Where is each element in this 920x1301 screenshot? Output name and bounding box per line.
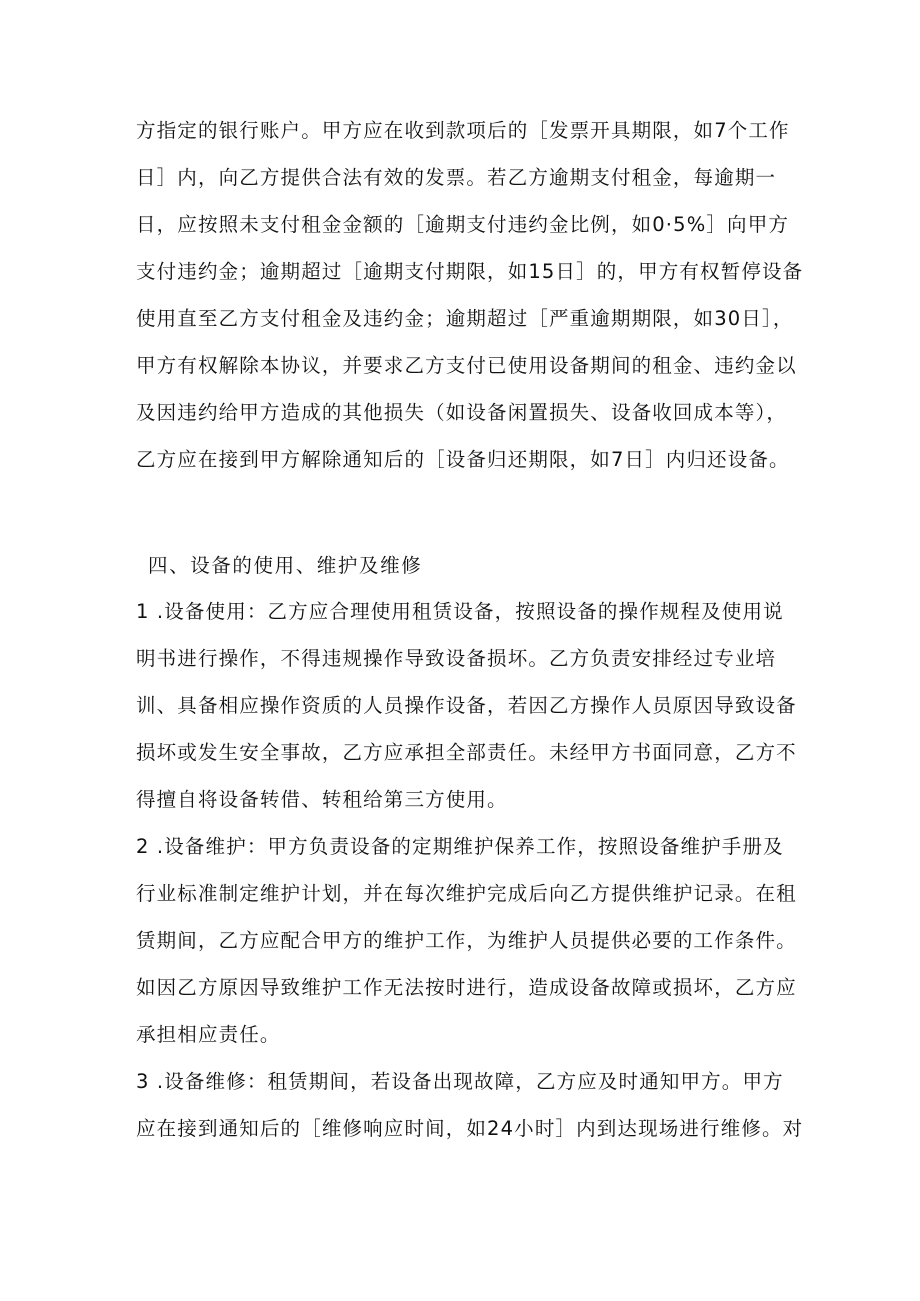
paragraph-1-line-6: 甲方有权解除本协议，并要求乙方支付已使用设备期间的租金、违约金以	[136, 354, 797, 377]
item-1-line-3: 训、具备相应操作资质的人员操作设备，若因乙方操作人员原因导致设备	[136, 694, 797, 717]
paragraph-1-line-8: 乙方应在接到甲方解除通知后的［设备归还期限，如7日］内归还设备。	[136, 448, 790, 471]
item-2-line-5: 承担相应责任。	[136, 1023, 281, 1046]
item-1-line-1: 1 .设备使用：乙方应合理使用租赁设备，按照设备的操作规程及使用说	[136, 600, 784, 623]
item-1-line-5: 得擅自将设备转借、转租给第三方使用。	[136, 788, 508, 811]
item-2-line-2: 行业标准制定维护计划，并在每次维护完成后向乙方提供维护记录。在租	[136, 882, 797, 905]
paragraph-1-line-3: 日，应按照未支付租金金额的［逾期支付违约金比例，如0·5%］向甲方	[136, 213, 789, 236]
paragraph-1-line-7: 及因违约给甲方造成的其他损失（如设备闲置损失、设备收回成本等），	[136, 401, 788, 424]
item-2-line-4: 如因乙方原因导致维护工作无法按时进行，造成设备故障或损坏，乙方应	[136, 976, 797, 999]
paragraph-1-line-4: 支付违约金；逾期超过［逾期支付期限，如15日］的，甲方有权暂停设备	[136, 260, 804, 283]
item-1-line-4: 损坏或发生安全事故，乙方应承担全部责任。未经甲方书面同意，乙方不	[136, 741, 797, 764]
paragraph-1-line-2: 日］内，向乙方提供合法有效的发票。若乙方逾期支付租金，每逾期一	[136, 166, 777, 189]
item-2-line-1: 2 .设备维护：甲方负责设备的定期维护保养工作，按照设备维护手册及	[136, 835, 784, 858]
paragraph-1-line-1: 方指定的银行账户。甲方应在收到款项后的［发票开具期限，如7个工作	[136, 119, 790, 142]
item-2-line-3: 赁期间，乙方应配合甲方的维护工作，为维护人员提供必要的工作条件。	[136, 929, 797, 952]
item-3-line-1: 3 .设备维修：租赁期间，若设备出现故障，乙方应及时通知甲方。甲方	[136, 1070, 784, 1093]
paragraph-1-line-5: 使用直至乙方支付租金及违约金；逾期超过［严重逾期期限，如30日］，	[136, 307, 794, 330]
item-3-line-2: 应在接到通知后的［维修响应时间，如24小时］内到达现场进行维修。对	[136, 1117, 804, 1140]
section-heading: 四、设备的使用、维护及维修	[148, 554, 423, 577]
item-1-line-2: 明书进行操作，不得违规操作导致设备损坏。乙方负责安排经过专业培	[136, 647, 777, 670]
